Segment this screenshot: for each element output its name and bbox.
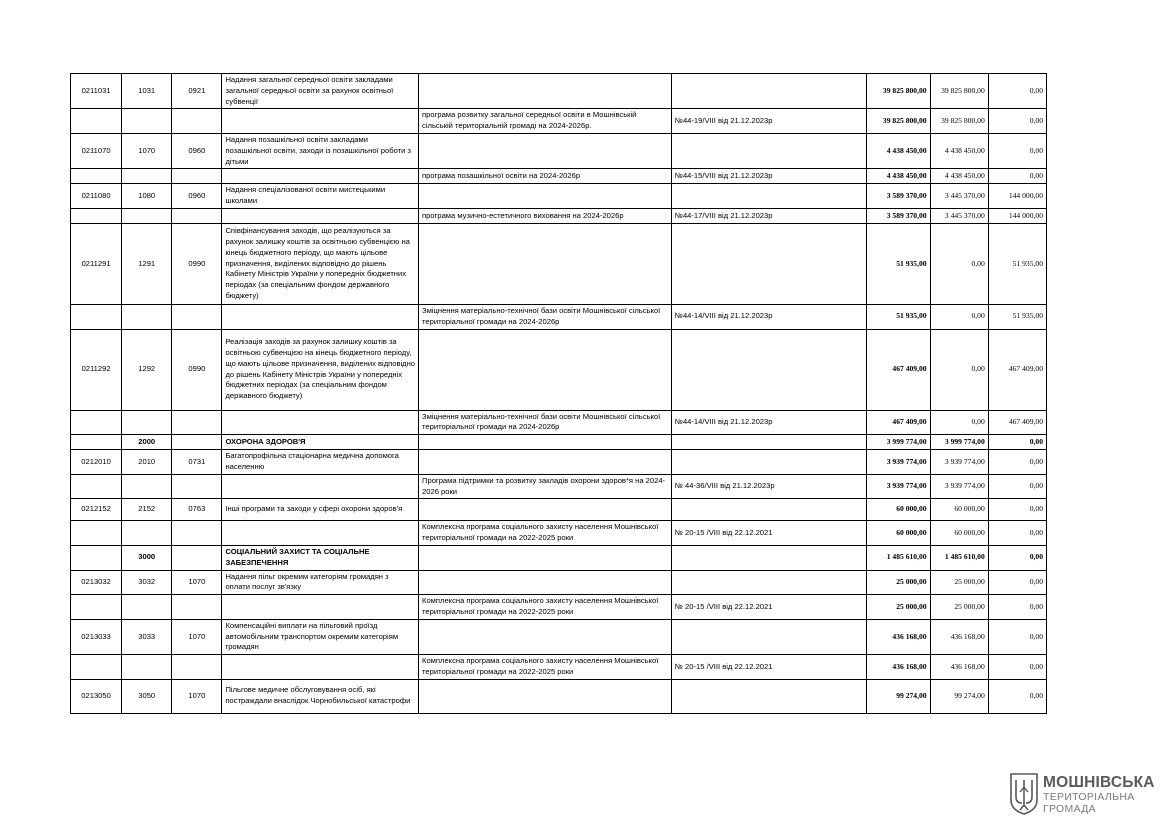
row-total: 467 409,00 bbox=[867, 329, 930, 410]
row-kfk: 2010 bbox=[122, 450, 172, 475]
row-special: 467 409,00 bbox=[988, 410, 1046, 435]
row-special: 0,00 bbox=[988, 655, 1046, 680]
row-general: 4 438 450,00 bbox=[930, 169, 988, 184]
row-code: 0213032 bbox=[71, 570, 122, 595]
row-total: 3 999 774,00 bbox=[867, 435, 930, 450]
row-kfkb bbox=[172, 208, 222, 223]
row-kfk: 3000 bbox=[122, 545, 172, 570]
row-program: програма розвитку загальної середньої освіти в Мошнівській сільській територіальній громаді на 2024-2026р. bbox=[419, 109, 672, 134]
row-name: СОЦІАЛЬНИЙ ЗАХИСТ ТА СОЦІАЛЬНЕ ЗАБЕЗПЕЧЕННЯ bbox=[222, 545, 419, 570]
row-program: програма музично-естетичного виховання на 2024-2026р bbox=[419, 208, 672, 223]
table-row bbox=[71, 450, 1047, 475]
row-total: 60 000,00 bbox=[867, 521, 930, 546]
program-row bbox=[71, 595, 1047, 620]
row-program bbox=[419, 450, 672, 475]
row-total: 4 438 450,00 bbox=[867, 169, 930, 184]
row-general: 3 445 370,00 bbox=[930, 184, 988, 209]
row-name: Компенсаційні виплати на пільговий проїзд автомобільним транспортом окремим категоріям громадян bbox=[222, 619, 419, 654]
program-row bbox=[71, 169, 1047, 184]
table-row bbox=[71, 679, 1047, 713]
row-special: 0,00 bbox=[988, 169, 1046, 184]
table-row bbox=[71, 499, 1047, 521]
row-general: 60 000,00 bbox=[930, 521, 988, 546]
row-general: 0,00 bbox=[930, 304, 988, 329]
row-special: 0,00 bbox=[988, 435, 1046, 450]
row-special: 0,00 bbox=[988, 74, 1046, 109]
logo-title: МОШНІВСЬКА bbox=[1043, 774, 1155, 791]
row-total: 99 274,00 bbox=[867, 679, 930, 713]
row-kfk: 1031 bbox=[122, 74, 172, 109]
row-code bbox=[71, 435, 122, 450]
row-kfk: 1070 bbox=[122, 133, 172, 168]
table-row bbox=[71, 329, 1047, 410]
row-program bbox=[419, 133, 672, 168]
row-code bbox=[71, 109, 122, 134]
row-general: 0,00 bbox=[930, 329, 988, 410]
row-kfkb: 0990 bbox=[172, 223, 222, 304]
row-special: 144 000,00 bbox=[988, 208, 1046, 223]
program-row bbox=[71, 208, 1047, 223]
row-kfk bbox=[122, 169, 172, 184]
row-general: 3 939 774,00 bbox=[930, 450, 988, 475]
row-program: Зміцнення матеріально-технічної бази освіти Мошнівської сільської територіальної громади на 2024-2026р bbox=[419, 304, 672, 329]
row-general: 436 168,00 bbox=[930, 655, 988, 680]
row-decision bbox=[671, 619, 867, 654]
logo-subtitle-1: ТЕРИТОРІАЛЬНА bbox=[1043, 791, 1135, 803]
row-name: Інші програми та заходи у сфері охорони здоров'я bbox=[222, 499, 419, 521]
row-kfkb bbox=[172, 474, 222, 499]
row-name bbox=[222, 304, 419, 329]
row-program bbox=[419, 223, 672, 304]
row-total: 3 939 774,00 bbox=[867, 450, 930, 475]
row-program: програма позашкільної освіти на 2024-2026р bbox=[419, 169, 672, 184]
row-name: Надання загальної середньої освіти закладами загальної середньої освіти за рахунок освітньої субвенції bbox=[222, 74, 419, 109]
row-general: 0,00 bbox=[930, 410, 988, 435]
row-total: 3 589 370,00 bbox=[867, 184, 930, 209]
row-program bbox=[419, 619, 672, 654]
row-code: 0213050 bbox=[71, 679, 122, 713]
row-kfkb bbox=[172, 109, 222, 134]
row-name: ОХОРОНА ЗДОРОВ'Я bbox=[222, 435, 419, 450]
row-program bbox=[419, 184, 672, 209]
section-row bbox=[71, 435, 1047, 450]
row-special: 467 409,00 bbox=[988, 329, 1046, 410]
row-kfkb: 0960 bbox=[172, 184, 222, 209]
row-decision bbox=[671, 570, 867, 595]
program-row bbox=[71, 474, 1047, 499]
row-decision bbox=[671, 435, 867, 450]
row-name bbox=[222, 595, 419, 620]
row-kfk bbox=[122, 521, 172, 546]
row-name bbox=[222, 109, 419, 134]
row-code: 0211031 bbox=[71, 74, 122, 109]
row-general: 25 000,00 bbox=[930, 595, 988, 620]
row-general: 25 000,00 bbox=[930, 570, 988, 595]
row-code bbox=[71, 304, 122, 329]
table-row bbox=[71, 74, 1047, 109]
row-program: Комплексна програма соціального захисту населення Мошнівської територіальної громади на 2022-2025 роки bbox=[419, 595, 672, 620]
row-kfkb bbox=[172, 304, 222, 329]
row-kfkb: 0960 bbox=[172, 133, 222, 168]
row-code: 0211291 bbox=[71, 223, 122, 304]
row-code bbox=[71, 474, 122, 499]
row-total: 39 825 800,00 bbox=[867, 109, 930, 134]
row-kfk: 3033 bbox=[122, 619, 172, 654]
row-decision bbox=[671, 133, 867, 168]
logo-subtitle-2: ГРОМАДА bbox=[1043, 803, 1096, 815]
row-decision bbox=[671, 545, 867, 570]
row-decision bbox=[671, 184, 867, 209]
row-special: 144 000,00 bbox=[988, 184, 1046, 209]
row-decision: № 20-15 /VIII від 22.12.2021 bbox=[671, 595, 867, 620]
row-name bbox=[222, 410, 419, 435]
row-kfk: 3050 bbox=[122, 679, 172, 713]
program-row bbox=[71, 109, 1047, 134]
row-kfkb bbox=[172, 545, 222, 570]
table-row bbox=[71, 619, 1047, 654]
table-row bbox=[71, 570, 1047, 595]
row-name bbox=[222, 521, 419, 546]
row-general: 60 000,00 bbox=[930, 499, 988, 521]
table-row bbox=[71, 223, 1047, 304]
row-decision bbox=[671, 223, 867, 304]
row-name: Співфінансування заходів, що реалізуються за рахунок залишку коштів за освітньою субвенцією на кінець бюджетного періоду, що мають цільове призначення, виділених відповідно до рішень Кабінету Міністрів України у попередніх бюджетних періодах (за спеціальним фондом державного бюджету) bbox=[222, 223, 419, 304]
row-kfk: 1080 bbox=[122, 184, 172, 209]
row-code: 0213033 bbox=[71, 619, 122, 654]
row-special: 0,00 bbox=[988, 499, 1046, 521]
row-special: 51 935,00 bbox=[988, 304, 1046, 329]
row-total: 4 438 450,00 bbox=[867, 133, 930, 168]
row-code bbox=[71, 169, 122, 184]
row-general: 3 445 370,00 bbox=[930, 208, 988, 223]
row-total: 25 000,00 bbox=[867, 595, 930, 620]
row-name bbox=[222, 169, 419, 184]
row-general: 3 939 774,00 bbox=[930, 474, 988, 499]
row-decision bbox=[671, 74, 867, 109]
row-general: 1 485 610,00 bbox=[930, 545, 988, 570]
row-kfk: 1292 bbox=[122, 329, 172, 410]
row-kfkb bbox=[172, 655, 222, 680]
row-name: Надання спеціалізованої освіти мистецькими школами bbox=[222, 184, 419, 209]
row-kfk bbox=[122, 208, 172, 223]
section-row bbox=[71, 545, 1047, 570]
row-total: 60 000,00 bbox=[867, 499, 930, 521]
row-code: 0212152 bbox=[71, 499, 122, 521]
row-kfk bbox=[122, 474, 172, 499]
row-name: Надання позашкільної освіти закладами позашкільної освіти, заходи із позашкільної роботи з дітьми bbox=[222, 133, 419, 168]
row-kfk bbox=[122, 595, 172, 620]
row-code bbox=[71, 595, 122, 620]
row-kfkb bbox=[172, 435, 222, 450]
table-row bbox=[71, 184, 1047, 209]
row-kfkb: 1070 bbox=[172, 570, 222, 595]
row-decision: № 20-15 /VIII від 22.12.2021 bbox=[671, 655, 867, 680]
row-total: 467 409,00 bbox=[867, 410, 930, 435]
program-row bbox=[71, 655, 1047, 680]
row-special: 0,00 bbox=[988, 474, 1046, 499]
row-decision: №44-19/VIII від 21.12.2023р bbox=[671, 109, 867, 134]
row-program bbox=[419, 435, 672, 450]
row-decision bbox=[671, 499, 867, 521]
row-code bbox=[71, 521, 122, 546]
row-decision: № 20-15 /VIII від 22.12.2021 bbox=[671, 521, 867, 546]
row-kfkb bbox=[172, 169, 222, 184]
row-general: 39 825 800,00 bbox=[930, 74, 988, 109]
row-kfkb: 0763 bbox=[172, 499, 222, 521]
row-program bbox=[419, 499, 672, 521]
row-name bbox=[222, 474, 419, 499]
row-program: Програма підтримки та розвитку закладів охорони здоров*я на 2024-2026 роки bbox=[419, 474, 672, 499]
row-name: Надання пільг окремим категоріям громадян з оплати послуг зв'язку bbox=[222, 570, 419, 595]
row-decision: №44-15/VIII від 21.12.2023р bbox=[671, 169, 867, 184]
table-row bbox=[71, 133, 1047, 168]
row-special: 0,00 bbox=[988, 619, 1046, 654]
program-row bbox=[71, 521, 1047, 546]
trident-emblem-icon bbox=[1009, 772, 1039, 816]
row-program bbox=[419, 329, 672, 410]
row-special: 0,00 bbox=[988, 450, 1046, 475]
row-decision bbox=[671, 679, 867, 713]
row-code bbox=[71, 655, 122, 680]
row-total: 436 168,00 bbox=[867, 655, 930, 680]
row-decision: №44-14/VIII від 21.12.2023р bbox=[671, 304, 867, 329]
community-logo bbox=[1009, 772, 1159, 816]
row-kfkb bbox=[172, 410, 222, 435]
row-special: 51 935,00 bbox=[988, 223, 1046, 304]
row-kfk bbox=[122, 109, 172, 134]
row-total: 1 485 610,00 bbox=[867, 545, 930, 570]
row-kfkb bbox=[172, 521, 222, 546]
row-kfkb: 0990 bbox=[172, 329, 222, 410]
row-name bbox=[222, 655, 419, 680]
row-general: 436 168,00 bbox=[930, 619, 988, 654]
row-kfkb: 1070 bbox=[172, 619, 222, 654]
row-program bbox=[419, 545, 672, 570]
program-row bbox=[71, 410, 1047, 435]
row-code: 0211070 bbox=[71, 133, 122, 168]
row-special: 0,00 bbox=[988, 109, 1046, 134]
row-code bbox=[71, 545, 122, 570]
table-body bbox=[71, 74, 1047, 714]
row-special: 0,00 bbox=[988, 679, 1046, 713]
row-name: Пільгове медичне обслуговування осіб, які постраждали внаслідок Чорнобильської катастрофи bbox=[222, 679, 419, 713]
row-kfk bbox=[122, 655, 172, 680]
row-total: 51 935,00 bbox=[867, 223, 930, 304]
row-special: 0,00 bbox=[988, 133, 1046, 168]
row-decision bbox=[671, 450, 867, 475]
row-name: Багатопрофільна стаціонарна медична допомога населенню bbox=[222, 450, 419, 475]
row-total: 51 935,00 bbox=[867, 304, 930, 329]
program-row bbox=[71, 304, 1047, 329]
row-decision: № 44-36/VIII від 21.12.2023р bbox=[671, 474, 867, 499]
row-general: 99 274,00 bbox=[930, 679, 988, 713]
row-general: 3 999 774,00 bbox=[930, 435, 988, 450]
row-special: 0,00 bbox=[988, 545, 1046, 570]
row-kfk: 3032 bbox=[122, 570, 172, 595]
row-kfkb: 0921 bbox=[172, 74, 222, 109]
row-program bbox=[419, 570, 672, 595]
row-code: 0212010 bbox=[71, 450, 122, 475]
row-special: 0,00 bbox=[988, 595, 1046, 620]
row-general: 4 438 450,00 bbox=[930, 133, 988, 168]
row-kfkb: 0731 bbox=[172, 450, 222, 475]
row-name: Реалізація заходів за рахунок залишку коштів за освітньою субвенцією на кінець бюджетного періоду, що мають цільове призначення, виділених відповідно до рішень Кабінету Міністрів України у попередніх бюджетних періодах (за спеціальним фондом державного бюджету) bbox=[222, 329, 419, 410]
row-special: 0,00 bbox=[988, 570, 1046, 595]
row-kfk bbox=[122, 410, 172, 435]
row-program bbox=[419, 679, 672, 713]
row-total: 39 825 800,00 bbox=[867, 74, 930, 109]
row-kfk: 2000 bbox=[122, 435, 172, 450]
row-kfkb bbox=[172, 595, 222, 620]
budget-programs-table bbox=[70, 73, 1047, 714]
row-general: 39 825 800,00 bbox=[930, 109, 988, 134]
row-program: Комплексна програма соціального захисту населення Мошнівської територіальної громади на 2022-2025 роки bbox=[419, 655, 672, 680]
row-kfk: 1291 bbox=[122, 223, 172, 304]
row-program bbox=[419, 74, 672, 109]
row-code: 0211292 bbox=[71, 329, 122, 410]
row-decision bbox=[671, 329, 867, 410]
row-kfkb: 1070 bbox=[172, 679, 222, 713]
row-program: Комплексна програма соціального захисту населення Мошнівської територіальної громади на 2022-2025 роки bbox=[419, 521, 672, 546]
row-code: 0211080 bbox=[71, 184, 122, 209]
row-kfk: 2152 bbox=[122, 499, 172, 521]
row-name bbox=[222, 208, 419, 223]
row-total: 3 589 370,00 bbox=[867, 208, 930, 223]
row-decision: №44-14/VIII від 21.12.2023р bbox=[671, 410, 867, 435]
row-total: 3 939 774,00 bbox=[867, 474, 930, 499]
row-code bbox=[71, 410, 122, 435]
row-general: 0,00 bbox=[930, 223, 988, 304]
row-decision: №44-17/VIII від 21.12.2023р bbox=[671, 208, 867, 223]
row-program: Зміцнення матеріально-технічної бази освіти Мошнівської сільської територіальної громади на 2024-2026р bbox=[419, 410, 672, 435]
row-code bbox=[71, 208, 122, 223]
row-total: 25 000,00 bbox=[867, 570, 930, 595]
row-kfk bbox=[122, 304, 172, 329]
row-total: 436 168,00 bbox=[867, 619, 930, 654]
row-special: 0,00 bbox=[988, 521, 1046, 546]
